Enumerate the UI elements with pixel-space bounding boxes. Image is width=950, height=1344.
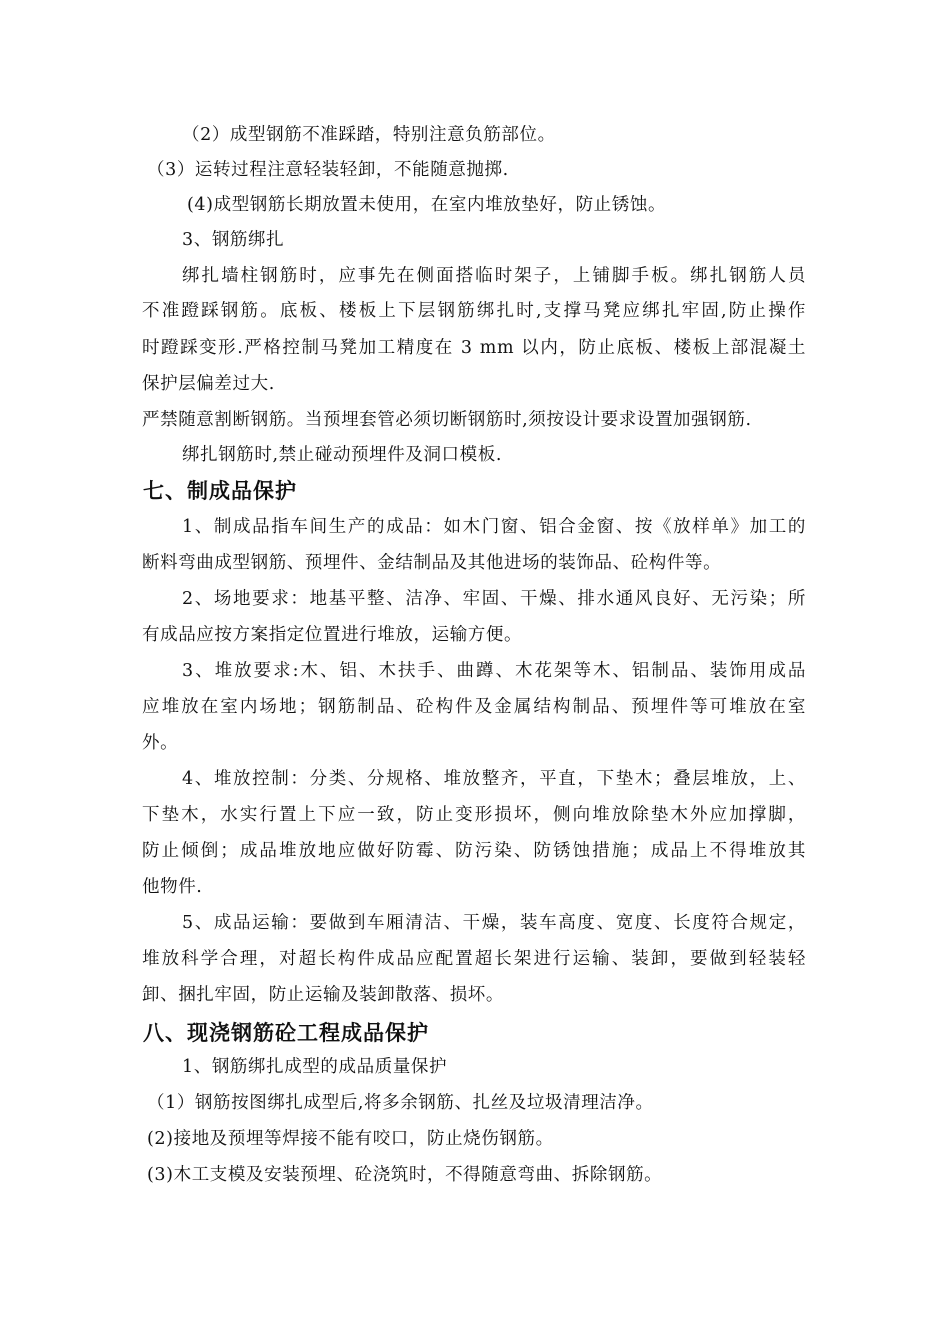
paragraph-line: (3)木工支模及安装预埋、砼浇筑时，不得随意弯曲、拆除钢筋。 <box>147 1165 663 1185</box>
section-subheading: 1、钢筋绑扎成型的成品质量保护 <box>182 1057 448 1077</box>
paragraph-line: 堆放科学合理，对超长构件成品应配置超长架进行运输、装卸，要做到轻装轻 <box>142 949 806 969</box>
section-heading: 七、制成品保护 <box>143 479 297 503</box>
paragraph-line: 有成品应按方案指定位置进行堆放，运输方便。 <box>142 625 523 645</box>
paragraph-line: (2)接地及预埋等焊接不能有咬口，防止烧伤钢筋。 <box>147 1129 554 1149</box>
paragraph-line: 防止倾倒；成品堆放地应做好防霉、防污染、防锈蚀措施；成品上不得堆放其 <box>142 841 806 861</box>
paragraph-line: （2）成型钢筋不准踩踏，特别注意负筋部位。 <box>182 125 556 145</box>
paragraph-line: 保护层偏差过大. <box>142 374 275 394</box>
paragraph-line: 不准蹬踩钢筋。底板、楼板上下层钢筋绑扎时,支撑马凳应绑扎牢固,防止操作 <box>142 301 806 321</box>
paragraph-line: 5、成品运输：要做到车厢清洁、干燥，装车高度、宽度、长度符合规定， <box>182 913 806 933</box>
paragraph-line: （1）钢筋按图绑扎成型后,将多余钢筋、扎丝及垃圾清理洁净。 <box>147 1093 654 1113</box>
paragraph-line: 绑扎墙柱钢筋时，应事先在侧面搭临时架子，上铺脚手板。绑扎钢筋人员 <box>182 266 806 286</box>
paragraph-line: 2、场地要求：地基平整、洁净、牢固、干燥、排水通风良好、无污染；所 <box>182 589 806 609</box>
section-subheading: 3、钢筋绑扎 <box>182 230 285 250</box>
paragraph-line: （3）运转过程注意轻装轻卸，不能随意抛掷. <box>147 160 509 180</box>
section-heading: 八、现浇钢筋砼工程成品保护 <box>143 1021 429 1045</box>
paragraph-line: 应堆放在室内场地；钢筋制品、砼构件及金属结构制品、预埋件等可堆放在室 <box>142 697 806 717</box>
paragraph-line: 下垫木，水实行置上下应一致，防止变形损坏，侧向堆放除垫木外应加撑脚， <box>142 805 806 825</box>
paragraph-line: 3、堆放要求:木、铝、木扶手、曲蹲、木花架等木、铝制品、装饰用成品 <box>182 661 806 681</box>
paragraph-line: 外。 <box>142 733 179 753</box>
paragraph-line: (4)成型钢筋长期放置未使用，在室内堆放垫好，防止锈蚀。 <box>187 195 667 215</box>
paragraph-line: 断料弯曲成型钢筋、预埋件、金结制品及其他进场的装饰品、砼构件等。 <box>142 553 722 573</box>
paragraph-line: 1、制成品指车间生产的成品：如木门窗、铝合金窗、按《放样单》加工的 <box>182 517 806 537</box>
paragraph-line: 他物件. <box>142 877 203 897</box>
paragraph-line: 时蹬踩变形.严格控制马凳加工精度在 3 mm 以内，防止底板、楼板上部混凝土 <box>142 338 806 358</box>
paragraph-line: 卸、捆扎牢固，防止运输及装卸散落、损坏。 <box>142 985 504 1005</box>
paragraph-line: 严禁随意割断钢筋。当预埋套管必须切断钢筋时,须按设计要求设置加强钢筋. <box>142 410 752 430</box>
paragraph-line: 4、堆放控制：分类、分规格、堆放整齐，平直，下垫木；叠层堆放，上、 <box>182 769 806 789</box>
paragraph-line: 绑扎钢筋时,禁止碰动预埋件及洞口模板. <box>182 445 503 465</box>
